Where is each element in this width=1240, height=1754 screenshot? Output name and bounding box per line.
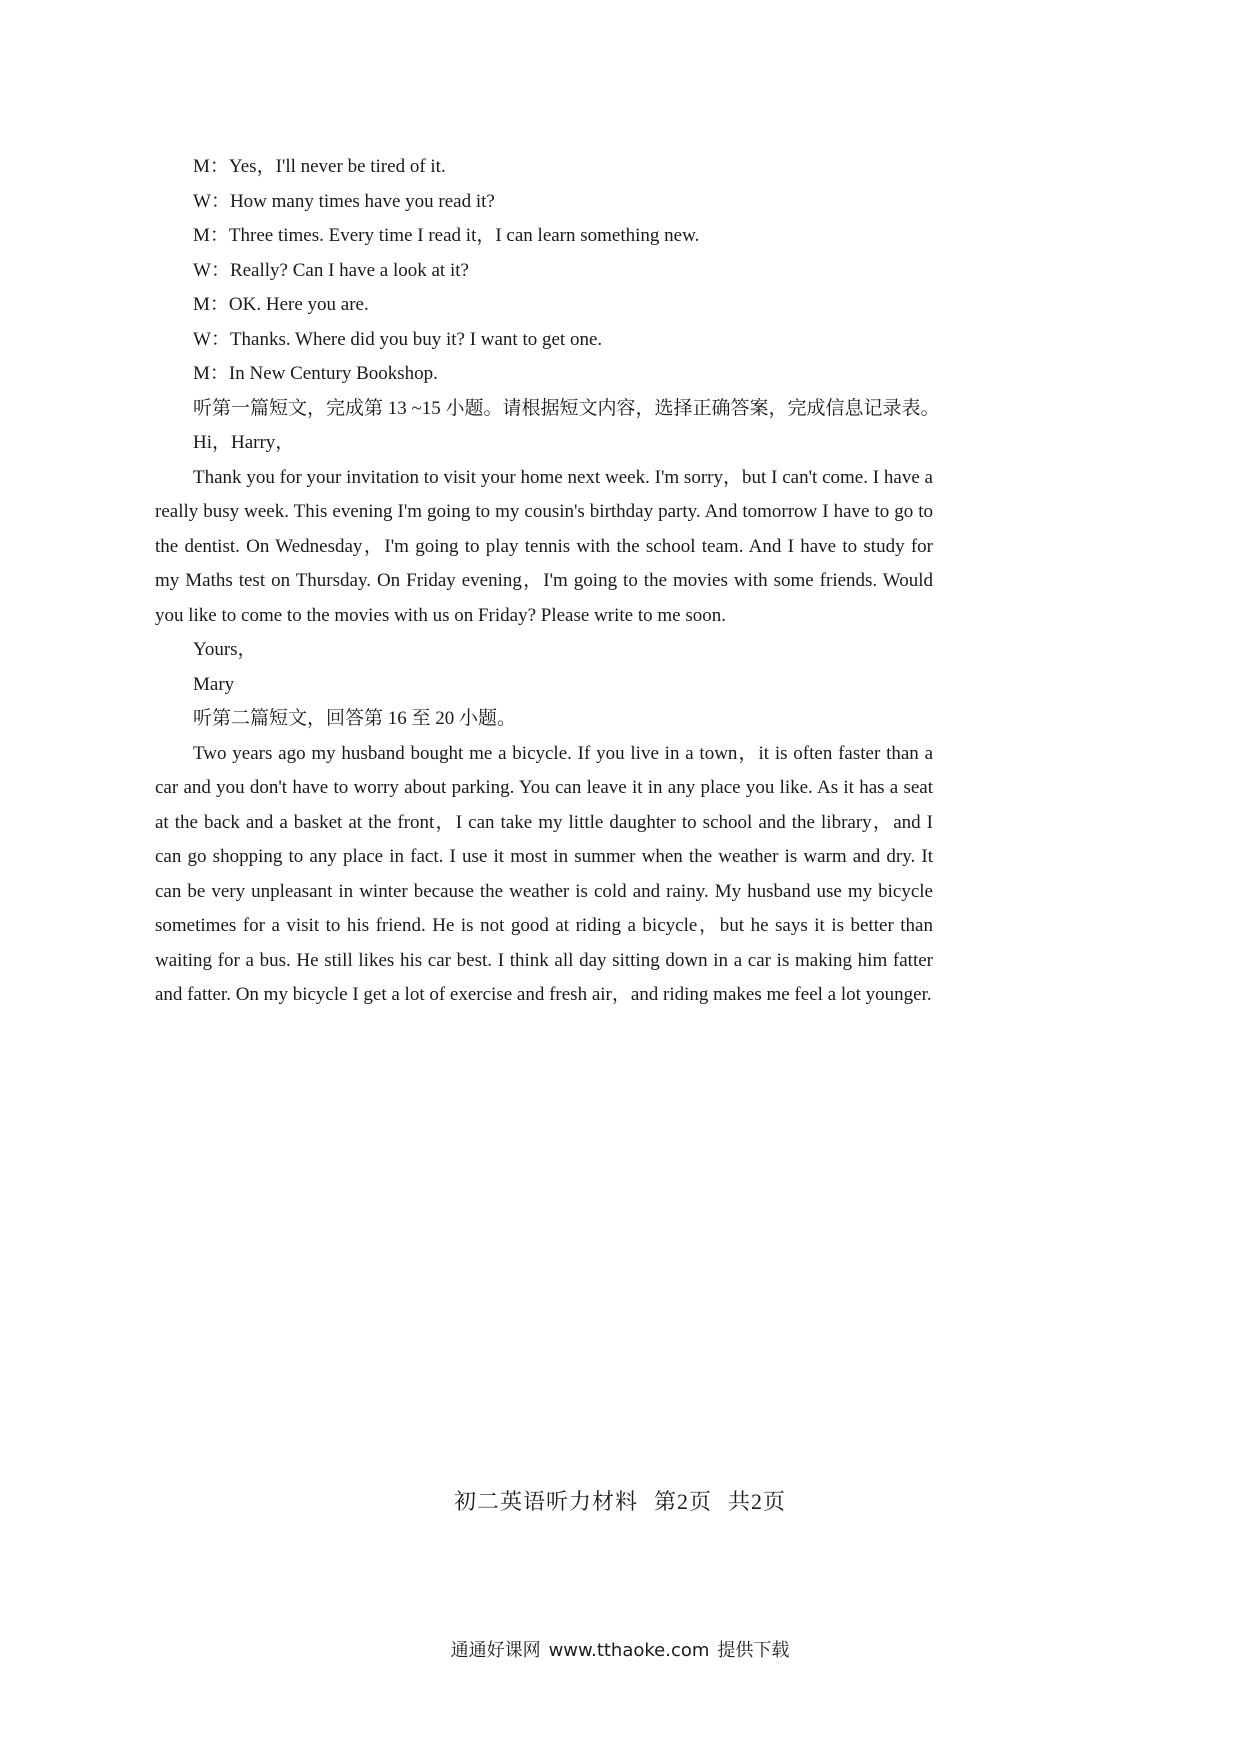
speaker-separator: ： [210, 259, 230, 281]
dialogue-line [155, 150, 933, 185]
speaker: M [193, 363, 210, 384]
dialogue-text: Thanks. Where did you buy it? I want to get one. [229, 328, 603, 350]
footer-page-total: 共2页 [728, 1489, 787, 1514]
source-watermark [0, 1636, 1240, 1662]
speaker-separator: ： [210, 190, 230, 212]
watermark-site-name: 通通好课网 [450, 1640, 541, 1661]
footer-page-number: 第2页 [653, 1489, 712, 1514]
watermark-url: www.tthaoke.com [548, 1640, 710, 1661]
dialogue-line [155, 219, 933, 254]
speaker: W [193, 328, 211, 350]
passage-body: Two years ago my husband bought me a bicycle. If you live in a town，it is often faster than a car and you don't have to worry about parking. You can leave it in any place you like. As it has a seat at the back and a basket at the front，I can take my little daughter to school and the library，and I can go shopping to any place in fact. I use it most in summer when the weather is warm and dry. It can be very unpleasant in winter because the weather is cold and rainy. My husband use my bicycle sometimes for a visit to his friend. He is not good at riding a bicycle，but he says it is better than waiting for a bus. He still likes his car best. I think all day sitting down in a car is making him fatter and fatter. On my bicycle I get a lot of exercise and fresh air，and riding makes me feel a lot younger. [155, 742, 933, 1005]
section1-instruction: 听第一篇短文，完成第 13 ~15 小题。请根据短文内容，选择正确答案，完成信息记录表。 [193, 397, 940, 419]
speaker-separator: ： [209, 363, 229, 384]
dialogue-text: Really? Can I have a look at it? [229, 259, 469, 281]
speaker-separator: ： [209, 294, 229, 315]
letter-greeting: Hi，Harry， [193, 432, 295, 453]
speaker: M [193, 225, 210, 246]
dialogue-line [155, 254, 933, 289]
dialogue-text: Yes，I'll never be tired of it. [228, 156, 446, 177]
watermark-suffix: 提供下载 [717, 1640, 790, 1661]
speaker-separator: ： [209, 156, 229, 177]
letter-body: Thank you for your invitation to visit your home next week. I'm sorry，but I can't come. I have a really busy week. This evening I'm going to my cousin's birthday party. And tomorrow I have to go to the dentist. On Wednesday，I'm going to play tennis with the school team. And I have to study for my Maths test on Thursday. On Friday evening，I'm going to the movies with some friends. Would you like to come to the movies with us on Friday? Please write to me soon. [155, 466, 933, 626]
dialogue-line [155, 185, 933, 220]
letter-closing: Yours， [193, 639, 257, 660]
speaker: W [193, 190, 211, 212]
speaker-separator: ： [210, 328, 230, 350]
letter-signature: Mary [193, 673, 235, 695]
dialogue-text: OK. Here you are. [228, 294, 369, 315]
speaker: M [193, 156, 210, 177]
section2-instruction: 听第二篇短文，回答第 16 至 20 小题。 [193, 708, 517, 729]
dialogue-line [155, 323, 933, 358]
dialogue-line [155, 357, 933, 392]
dialogue-text: How many times have you read it? [229, 190, 495, 212]
speaker-separator: ： [209, 225, 229, 246]
speaker: W [193, 259, 211, 281]
page-footer [0, 1485, 1240, 1516]
dialogue-text: In New Century Bookshop. [228, 363, 438, 384]
footer-title: 初二英语听力材料 [453, 1489, 638, 1514]
document-content [155, 150, 940, 1013]
dialogue-line [155, 288, 933, 323]
dialogue-text: Three times. Every time I read it，I can learn something new. [228, 225, 700, 246]
speaker: M [193, 294, 210, 315]
